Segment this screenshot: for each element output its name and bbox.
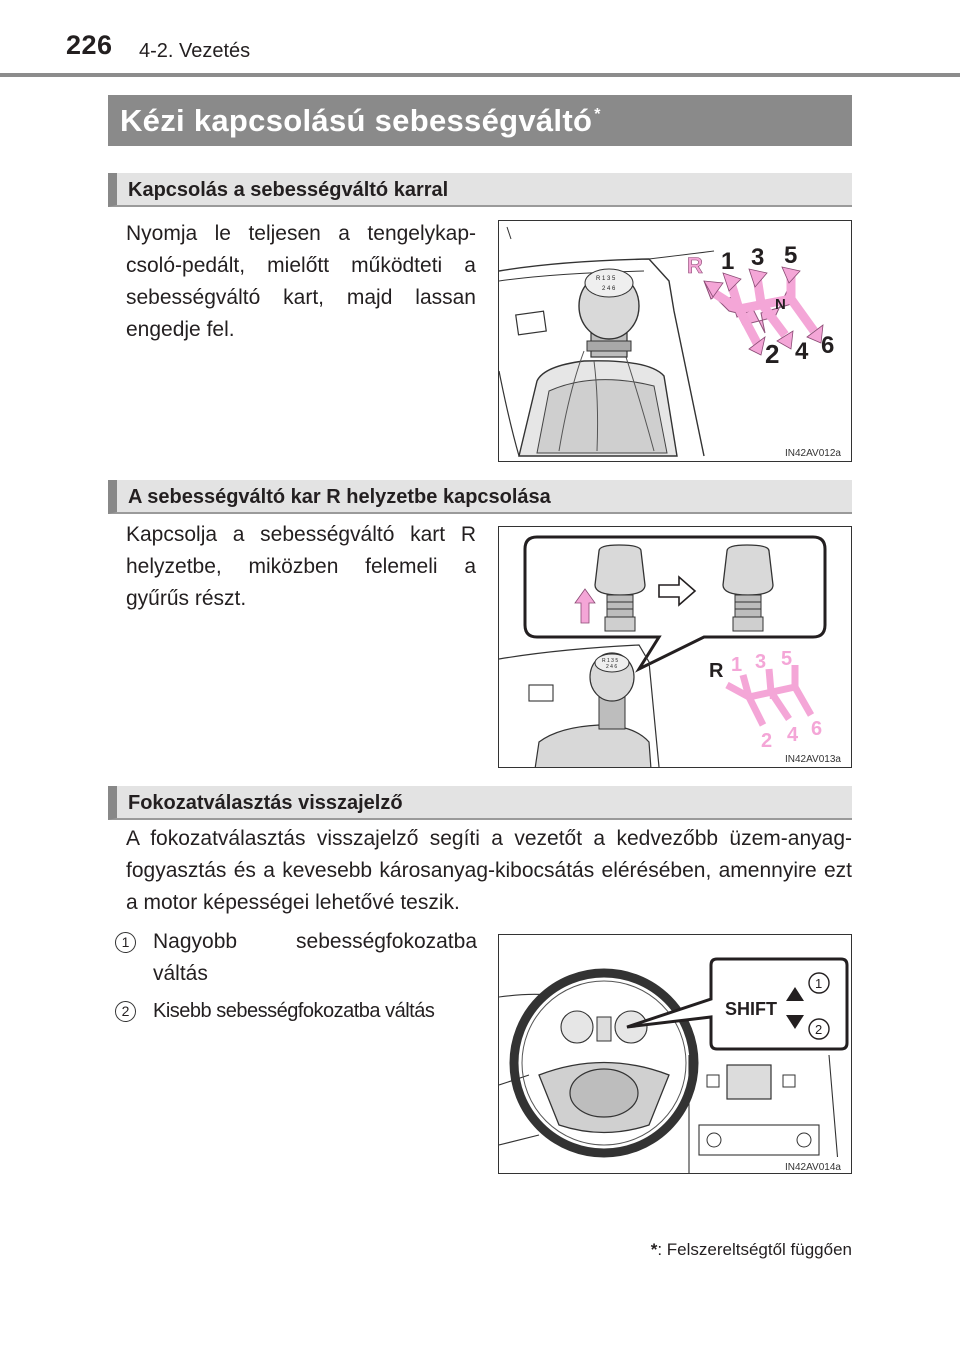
page-title-text: Kézi kapcsolású sebességváltó: [120, 103, 593, 138]
section-heading-indicator: Fokozatválasztás visszajelző: [108, 786, 852, 820]
figure-code-3: IN42AV014a: [785, 1162, 841, 1173]
gear-5-label-2: 5: [781, 648, 793, 670]
section-text-reverse: Kapcsolja a sebességváltó kart R helyzetbe, miközben felemeli a gyűrűs részt.: [126, 523, 476, 610]
gear-n-label: N: [775, 296, 786, 313]
figure-code-2: IN42AV013a: [785, 754, 841, 765]
figure-gear-lever: [498, 220, 852, 462]
section-text-indicator: A fokozatválasztás visszajelző segíti a vezetőt a kedvezőbb üzem-anyag-fogyasztás és a kevesebb károsanyag-kibocsátás elérésében, amennyire ezt a motor képességei lehetővé teszik.: [126, 827, 852, 914]
gear-5-label: 5: [784, 242, 798, 269]
gear-4-label-2: 4: [787, 724, 799, 746]
gear-3-label-2: 3: [755, 651, 767, 673]
knob-pattern-bottom: 2 4 6: [602, 286, 616, 292]
gear-1-label-2: 1: [731, 654, 743, 676]
dashboard-illustration: [499, 935, 852, 1174]
page-number: 226: [66, 30, 113, 60]
gear-2-label: 2: [765, 339, 780, 369]
footnote: [600, 1240, 852, 1260]
indicator-item-downshift: Kisebb sebességfokozatba váltás: [153, 1000, 435, 1022]
reverse-shift-illustration: [499, 527, 852, 768]
header-rule: [0, 73, 960, 77]
gear-3-label: 3: [751, 244, 765, 271]
gear-2-label-2: 2: [761, 730, 773, 752]
section-breadcrumb: 4-2. Vezetés: [139, 40, 251, 62]
knob-pattern-top-2: R 1 3 5: [602, 658, 619, 664]
gear-r-label: R: [687, 253, 703, 278]
knob-pattern-bottom-2: 2 4 6: [606, 664, 618, 670]
knob-pattern-top: R 1 3 5: [596, 276, 616, 282]
page-title: [108, 95, 852, 146]
section-heading-reverse: A sebességváltó kar R helyzetbe kapcsolása: [108, 480, 852, 514]
gear-r-label-2: R: [709, 660, 724, 682]
callout-number-2: 2: [815, 1022, 823, 1037]
gear-1-label: 1: [721, 248, 735, 275]
figure-shift-indicator: [498, 934, 852, 1174]
shift-indicator-label: SHIFT: [725, 999, 777, 1019]
section-heading-shifting: Kapcsolás a sebességváltó karral: [108, 173, 852, 207]
section-text-shifting: Nyomja le teljesen a tengelykap-csoló-pedált, mielőtt működteti a sebességváltó kart, majd lassan engedje fel.: [126, 222, 476, 341]
gear-n-label-2: N: [769, 688, 778, 702]
gear-6-label: 6: [821, 332, 835, 359]
figure-reverse-shift: [498, 526, 852, 768]
footnote-text: : Felszereltségtől függően: [657, 1240, 852, 1259]
gear-lever-illustration: [499, 221, 852, 462]
callout-number-1: 1: [815, 976, 823, 991]
item-number-1: 1: [115, 932, 136, 953]
gear-4-label: 4: [795, 338, 809, 365]
indicator-item-upshift: Nagyobb sebességfokozatba váltás: [153, 930, 477, 985]
footnote-asterisk-icon: *: [650, 1240, 658, 1259]
asterisk-icon: *: [594, 106, 601, 123]
figure-code: IN42AV012a: [785, 448, 841, 459]
item-number-2: 2: [115, 1001, 136, 1022]
gear-6-label-2: 6: [811, 718, 823, 740]
